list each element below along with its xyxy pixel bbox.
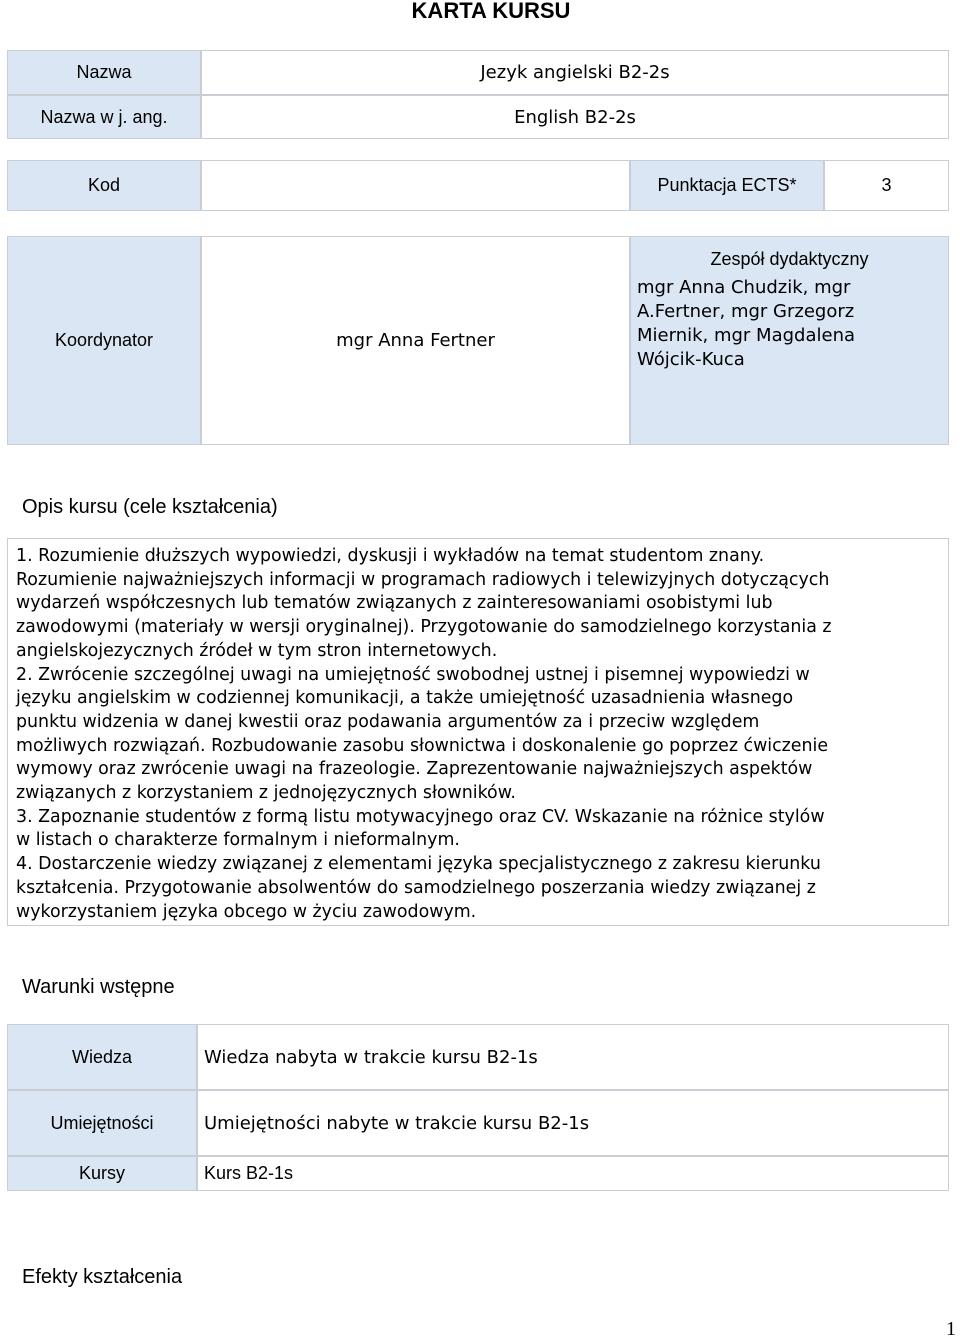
wiedza-label bbox=[7, 1024, 197, 1090]
page-number: 1 bbox=[946, 1318, 956, 1340]
efekty-heading: Efekty kształcenia bbox=[22, 1266, 183, 1288]
nazwa-ang-value bbox=[201, 95, 949, 139]
page-title: KARTA KURSU bbox=[411, 0, 571, 23]
opis-line: 3. Zapoznanie studentów z formą listu motywacyjnego oraz CV. Wskazanie na różnice stylów bbox=[16, 806, 825, 827]
kursy-value bbox=[197, 1156, 949, 1191]
opis-text-box bbox=[7, 538, 949, 926]
ects-label-text: Punktacja ECTS* bbox=[657, 175, 797, 195]
koordynator-label bbox=[7, 236, 201, 445]
opis-line: 4. Dostarczenie wiedzy związanej z elementami języka specjalistycznego z zakresu kierunku bbox=[16, 854, 821, 875]
zespol-line: mgr Anna Chudzik, mgr bbox=[637, 277, 851, 298]
opis-line: wymowy oraz zwrócenie uwagi na frazeologie. Zaprezentowanie najważniejszych aspektów bbox=[16, 759, 813, 780]
kod-label-text: Kod bbox=[87, 175, 121, 195]
opis-line: punktu widzenia w danej kwestii oraz podawania argumentów za i przeciw względem bbox=[16, 711, 760, 732]
nazwa-label bbox=[7, 50, 201, 95]
wiedza-label-text: Wiedza bbox=[71, 1046, 133, 1067]
zespol-label: Zespół dydaktyczny bbox=[710, 249, 869, 269]
opis-line: kształcenia. Przygotowanie absolwentów do samodzielnego poszerzania wiedzy związanej z bbox=[16, 877, 816, 898]
opis-line: zawodowymi (materiały w wersji oryginalnej). Przygotowanie do samodzielnego korzystania z bbox=[16, 617, 832, 638]
koordynator-value-text: mgr Anna Fertner bbox=[336, 330, 495, 351]
kursy-value-text: Kurs B2-1s bbox=[204, 1163, 294, 1183]
opis-line: Rozumienie najważniejszych informacji w programach radiowych i telewizyjnych dotyczących bbox=[16, 569, 830, 590]
nazwa-value-text: Jezyk angielski B2-2s bbox=[480, 62, 670, 83]
ects-label bbox=[630, 160, 824, 211]
ects-value-text: 3 bbox=[881, 175, 892, 195]
nazwa-ang-value-text: English B2-2s bbox=[514, 106, 636, 128]
nazwa-ang-label bbox=[7, 95, 201, 139]
nazwa-label-text: Nazwa bbox=[76, 62, 132, 82]
opis-line: możliwych rozwiązań. Rozbudowanie zasobu słownictwa i doskonalenie go poprzez ćwiczenie bbox=[16, 735, 829, 756]
opis-line: 1. Rozumienie dłuższych wypowiedzi, dyskusji i wykładów na temat studentom znany. bbox=[16, 546, 765, 566]
warunki-heading: Warunki wstępne bbox=[22, 976, 175, 998]
opis-line: języku angielskim w codziennej komunikacji, a także umiejętność uzasadnienia własnego bbox=[16, 688, 794, 709]
koordynator-label-text: Koordynator bbox=[54, 330, 154, 350]
zespol-line: A.Fertner, mgr Grzegorz bbox=[637, 301, 855, 322]
umiejetnosci-label-text: Umiejętności bbox=[50, 1112, 154, 1133]
umiejetnosci-value bbox=[197, 1090, 949, 1156]
kod-value bbox=[201, 160, 630, 211]
opis-line: 2. Zwrócenie szczególnej uwagi na umiejętność swobodnej ustnej i pisemnej wypowiedzi w bbox=[16, 664, 810, 685]
umiejetnosci-label bbox=[7, 1090, 197, 1156]
zespol-line: Miernik, mgr Magdalena bbox=[637, 325, 856, 346]
kursy-label bbox=[7, 1156, 197, 1191]
opis-heading: Opis kursu (cele kształcenia) bbox=[22, 496, 278, 518]
zespol-members bbox=[631, 270, 948, 372]
opis-line: wydarzeń współczesnych lub tematów związanych z zainteresowaniami osobistymi lub bbox=[16, 593, 773, 614]
nazwa-value bbox=[201, 50, 949, 95]
zespol-cell bbox=[630, 236, 949, 445]
wiedza-value-text: Wiedza nabyta w trakcie kursu B2-1s bbox=[204, 1046, 538, 1068]
koordynator-value bbox=[201, 236, 630, 445]
opis-line: angielskojezycznych źródeł w tym stron internetowych. bbox=[16, 640, 498, 661]
opis-line: związanych z korzystaniem z jednojęzycznych słowników. bbox=[16, 783, 516, 804]
nazwa-ang-label-text: Nazwa w j. ang. bbox=[40, 106, 168, 127]
kod-label bbox=[7, 160, 201, 211]
kursy-label-text: Kursy bbox=[78, 1163, 125, 1183]
wiedza-value bbox=[197, 1024, 949, 1090]
opis-line: wykorzystaniem języka obcego w życiu zawodowym. bbox=[16, 901, 477, 922]
umiejetnosci-value-text: Umiejętności nabyte w trakcie kursu B2-1s bbox=[204, 1112, 590, 1134]
opis-line: w listach o charakterze formalnym i nieformalnym. bbox=[16, 830, 460, 851]
ects-value bbox=[824, 160, 949, 211]
zespol-line: Wójcik-Kuca bbox=[637, 349, 745, 370]
